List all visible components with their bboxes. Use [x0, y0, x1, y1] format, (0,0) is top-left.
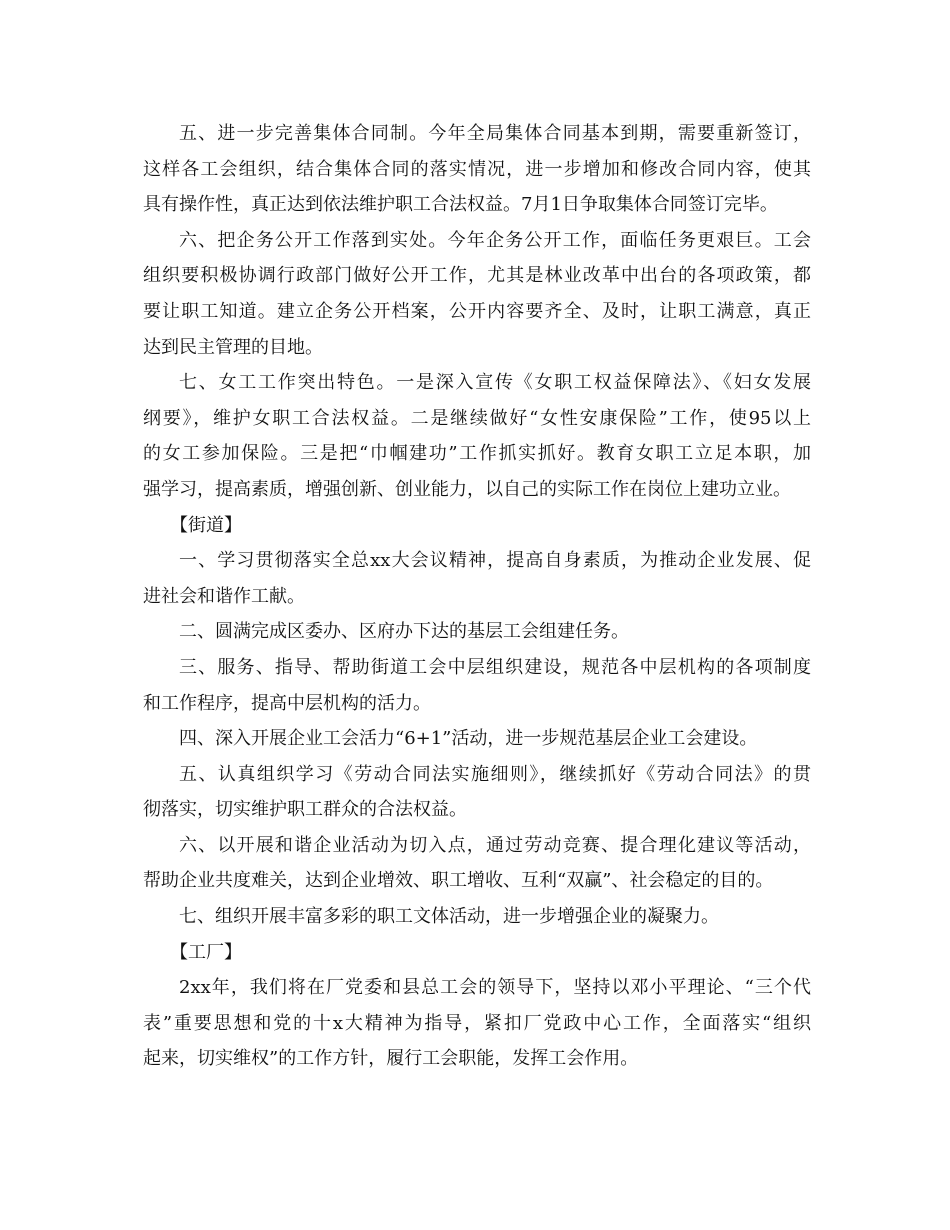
paragraph-line: 这样各工会组织，结合集体合同的落实情况，进一步增加和修改合同内容，使其 [143, 158, 811, 180]
paragraph-line: 的女工参加保险。三是把“巾帼建功”工作抓实抓好。教育女职工立足本职，加 [143, 443, 811, 465]
paragraph-line: 和工作程序，提高中层机构的活力。 [143, 692, 431, 714]
paragraph-line: 五、认真组织学习《劳动合同法实施细则》，继续抓好《劳动合同法》的贯 [179, 763, 811, 785]
paragraph-line: 具有操作性，真正达到依法维护职工合法权益。7月1日争取集体合同签订完毕。 [143, 194, 778, 216]
paragraph-line: 七、组织开展丰富多彩的职工文体活动，进一步增强企业的凝聚力。 [179, 906, 719, 928]
document-body [143, 116, 811, 1077]
paragraph-line: 彻落实，切实维护职工群众的合法权益。 [143, 799, 467, 821]
section-heading: 【工厂】 [170, 941, 242, 963]
paragraph-line: 一、学习贯彻落实全总xx大会议精神，提高自身素质，为推动企业发展、促 [179, 550, 811, 572]
paragraph-line: 表”重要思想和党的十x大精神为指导，紧扣厂党政中心工作，全面落实“组织 [143, 1012, 811, 1034]
paragraph-line: 帮助企业共度难关，达到企业增效、职工增收、互利“双赢”、社会稳定的目的。 [143, 870, 774, 892]
section-heading: 【街道】 [170, 514, 242, 536]
paragraph-line: 纲要》，维护女职工合法权益。二是继续做好“女性安康保险”工作，使95以上 [143, 407, 811, 429]
paragraph-line: 七、女工工作突出特色。一是深入宣传《女职工权益保障法》、《妇女发展 [179, 372, 811, 394]
paragraph-line: 进社会和谐作工献。 [143, 585, 305, 607]
paragraph-line: 三、服务、指导、帮助街道工会中层组织建设，规范各中层机构的各项制度 [179, 656, 811, 678]
paragraph-line: 四、深入开展企业工会活力“6+1”活动，进一步规范基层企业工会建设。 [179, 728, 758, 750]
paragraph-line: 二、圆满完成区委办、区府办下达的基层工会组建任务。 [179, 621, 629, 643]
paragraph-line: 六、以开展和谐企业活动为切入点，通过劳动竞赛、提合理化建议等活动， [179, 834, 811, 856]
paragraph-line: 六、把企务公开工作落到实处。今年企务公开工作，面临任务更艰巨。工会 [179, 229, 811, 251]
paragraph-line: 要让职工知道。建立企务公开档案，公开内容要齐全、及时，让职工满意，真正 [143, 300, 811, 322]
paragraph-line: 强学习，提高素质，增强创新、创业能力，以自己的实际工作在岗位上建功立业。 [143, 478, 791, 500]
paragraph-line: 五、进一步完善集体合同制。今年全局集体合同基本到期，需要重新签订， [179, 123, 811, 144]
paragraph-line: 2xx年，我们将在厂党委和县总工会的领导下，坚持以邓小平理论、“三个代 [179, 977, 811, 999]
paragraph-line: 达到民主管理的目地。 [143, 336, 323, 358]
paragraph-line: 起来，切实维权”的工作方针，履行工会职能，发挥工会作用。 [143, 1048, 639, 1070]
paragraph-line: 组织要积极协调行政部门做好公开工作，尤其是林业改革中出台的各项政策，都 [143, 265, 811, 287]
